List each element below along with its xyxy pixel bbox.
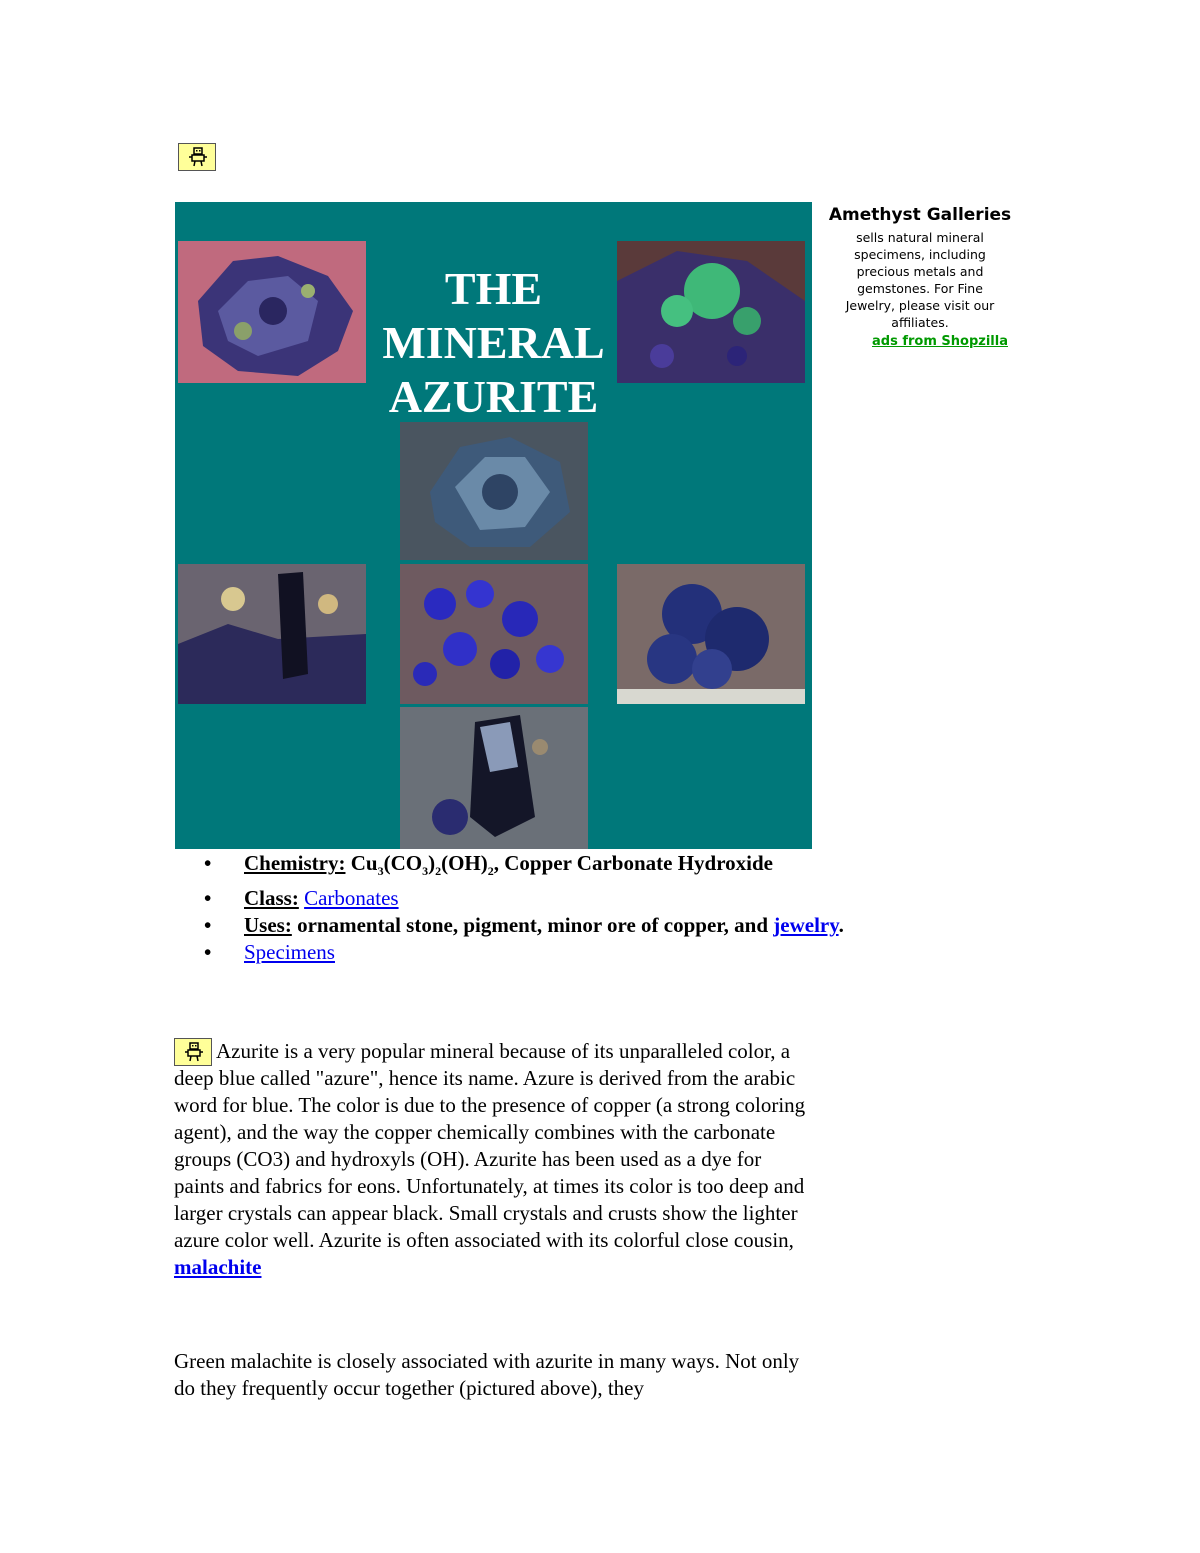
- sidebar-text: sells natural mineral specimens, including precious metals and gemstones. For Fine Jewelry, please visit our affiliates.: [845, 230, 995, 330]
- hero-title-line-1: THE: [444, 263, 543, 314]
- paragraph-2-text: Green malachite is closely associated with azurite in many ways. Not only do they frequently occur together (pictured above), they: [174, 1349, 800, 1400]
- fact-class: [244, 885, 864, 912]
- hero-title: [375, 262, 612, 424]
- carbonates-link[interactable]: Carbonates: [304, 886, 399, 911]
- azurite-photo-1: [178, 241, 366, 383]
- fact-specimens: [244, 939, 864, 966]
- sidebar-ad: [825, 204, 1015, 349]
- shopzilla-ads-link[interactable]: ads from Shopzilla: [872, 334, 1008, 349]
- azurite-photo-4: [178, 564, 366, 704]
- hero-title-line-2: MINERAL: [382, 317, 605, 368]
- azurite-photo-6: [617, 564, 805, 704]
- chemistry-label: Chemistry:: [244, 851, 346, 875]
- uses-label: Uses:: [244, 913, 292, 938]
- azurite-photo-7: [400, 707, 588, 849]
- chemistry-formula: $Cu_3(CO_3)_2(OH)_2$: [350, 851, 494, 879]
- class-label: Class:: [244, 886, 299, 911]
- mineral-facts-list: [200, 850, 864, 966]
- robot-icon: [178, 143, 216, 171]
- hero-title-line-3: AZURITE: [388, 371, 599, 422]
- uses-text: ornamental stone, pigment, minor ore of copper, and: [291, 913, 774, 938]
- hero-image-collage: [175, 202, 812, 849]
- azurite-photo-3: [400, 422, 588, 560]
- specimens-link[interactable]: Specimens: [244, 940, 335, 965]
- malachite-link[interactable]: malachite: [174, 1255, 262, 1279]
- uses-end: .: [838, 913, 844, 938]
- fact-uses: [244, 912, 864, 939]
- azurite-photo-5: [400, 564, 588, 704]
- chemistry-description: , Copper Carbonate Hydroxide: [493, 851, 773, 875]
- sidebar-title: Amethyst Galleries: [828, 205, 1012, 225]
- azurite-description-paragraph: [174, 1038, 814, 1281]
- azurite-photo-2: [617, 241, 805, 383]
- paragraph-1-text: Azurite is a very popular mineral because of its unparalleled color, a deep blue called "azure", hence its name. Azure is derived from the arabic word for blue. The color is due to the presence of copper (a strong coloring agent), and the way the copper chemically combines with the carbonate groups (CO3) and hydroxyls (OH). Azurite has been used as a dye for paints and fabrics for eons. Unfortunately, at times its color is too deep and larger crystals can appear black. Small crystals and crusts show the lighter azure color well. Azurite is often associated with its colorful close cousin,: [174, 1039, 806, 1252]
- malachite-paragraph: [174, 1348, 814, 1402]
- fact-chemistry: [244, 850, 864, 885]
- jewelry-link[interactable]: jewelry: [773, 913, 839, 938]
